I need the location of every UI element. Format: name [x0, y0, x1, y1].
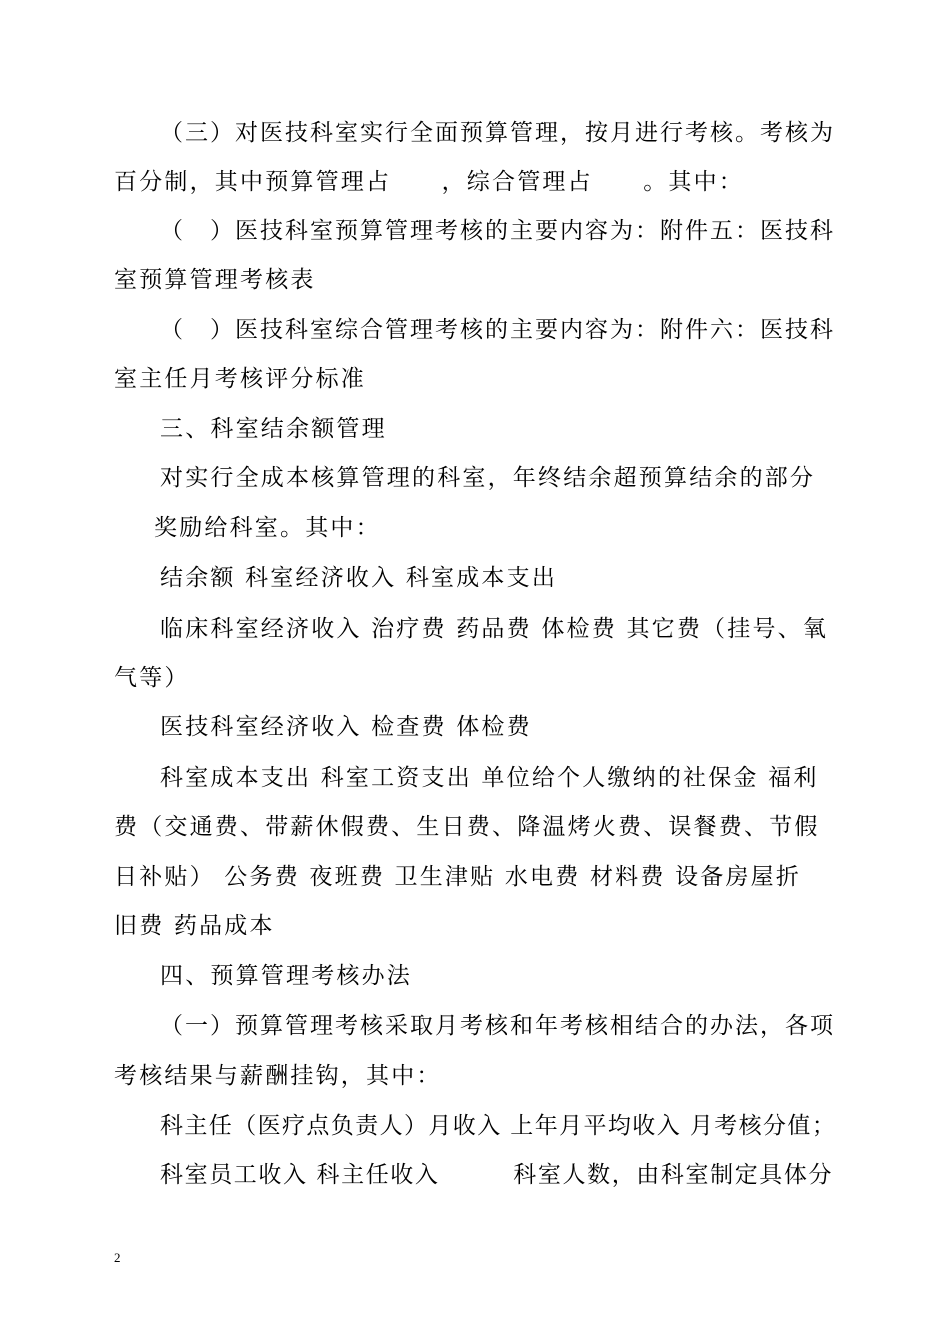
text-line-2: 百分制，其中预算管理占 ，综合管理占 。其中： — [114, 169, 744, 195]
text-line-16: 日补贴） 公务费 夜班费 卫生津贴 水电费 材料费 设备房屋折 — [114, 864, 802, 890]
text-line-14: 科室成本支出 科室工资支出 单位给个人缴纳的社保金 福利 — [160, 765, 819, 791]
section-heading-4: 四、预算管理考核办法 — [160, 963, 412, 989]
text-line-1: （三）对医技科室实行全面预算管理，按月进行考核。考核为 — [160, 120, 835, 146]
page-number: 2 — [114, 1250, 121, 1265]
text-line-12: 气等） — [114, 665, 190, 691]
text-line-21: 科主任（医疗点负责人）月收入 上年月平均收入 月考核分值； — [160, 1113, 837, 1139]
section-heading-3: 三、科室结余额管理 — [160, 416, 387, 442]
text-line-10: 结余额 科室经济收入 科室成本支出 — [160, 565, 558, 591]
text-line-17: 旧费 药品成本 — [114, 913, 275, 939]
text-line-15: 费（交通费、带薪休假费、生日费、降温烤火费、误餐费、节假 — [114, 814, 820, 840]
text-line-3: （ ）医技科室预算管理考核的主要内容为：附件五：医技科 — [160, 218, 835, 244]
text-line-20: 考核结果与薪酬挂钩，其中： — [114, 1063, 442, 1089]
text-line-4: 室预算管理考核表 — [114, 267, 316, 293]
text-line-22: 科室员工收入 科主任收入 科室人数，由科室制定具体分 — [160, 1162, 834, 1188]
text-line-11: 临床科室经济收入 治疗费 药品费 体检费 其它费（挂号、氧 — [160, 616, 829, 642]
text-line-13: 医技科室经济收入 检查费 体检费 — [160, 714, 532, 740]
text-line-9: 奖励给科室。其中： — [154, 515, 381, 541]
text-line-5: （ ）医技科室综合管理考核的主要内容为：附件六：医技科 — [160, 317, 835, 343]
text-line-6: 室主任月考核评分标准 — [114, 366, 366, 392]
text-line-8: 对实行全成本核算管理的科室，年终结余超预算结余的部分 — [160, 465, 816, 491]
text-line-19: （一）预算管理考核采取月考核和年考核相结合的办法，各项 — [160, 1013, 835, 1039]
